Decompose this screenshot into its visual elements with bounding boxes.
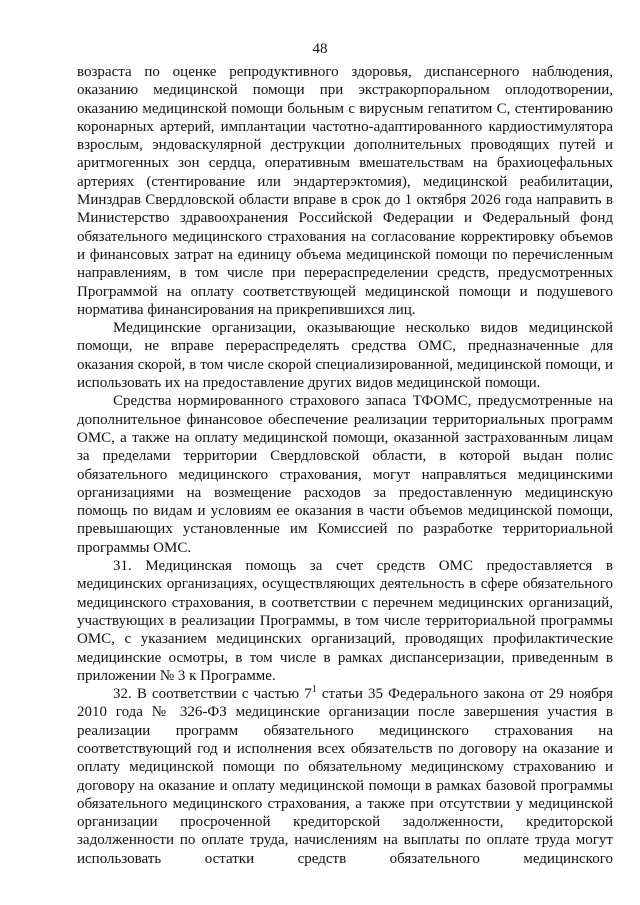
page-number: 48: [312, 41, 328, 57]
document-body: [77, 63, 613, 868]
item-32-superscript: 1: [311, 684, 317, 696]
paragraph-item-31: 31. Медицинская помощь за счет средств ОМС предоставляется в медицинских организациях, осуществляющих деятельность в сфере обязательного медицинского страхования, в соответствии с перечнем медицинских организаций, участвующих в реализации Программы, в том числе территориальной программы ОМС, с указанием медицинских организаций, проводящих профилактические медицинские осмотры, в том числе в рамках диспансеризации, приведенным в приложении № 3 к Программе.: [77, 558, 613, 684]
item-32-text-rest: статьи 35 Федерального закона от 29 ноября 2010 года № 326-ФЗ медицинские организации после завершения участия в реализации программ обязательного медицинского страхования на соответствующий год и исполнения всех обязательств по договору на оказание и оплату медицинской помощи по обязательному медицинскому страхованию и договору на оказание и оплату медицинской помощи в рамках базовой программы обязательного медицинского страхования, а также при отсутствии у медицинской организации просроченной кредиторской задолженности, кредиторской задолженности по оплате труда, начислениям на выплаты по оплате труда могут использовать остатки средств обязательного медицинского: [77, 686, 613, 867]
item-32-text-start: 32. В соответствии с частью 7: [113, 686, 312, 703]
paragraph-continuation: возраста по оценке репродуктивного здоровья, диспансерного наблюдения, оказанию медицинской помощи при экстракорпоральном оплодотворении, оказанию медицинской помощи больным с вирусным гепатитом С, стентированию коронарных артерий, имплантации частотно-адаптированного кардиостимулятора взрослым, эндоваскулярной деструкции дополнительных проводящих путей и аритмогенных зон сердца, оперативным вмешательствам на брахиоцефальных артериях (стентирование или эндартерэктомия), медицинской реабилитации, Минздрав Свердловской области вправе в срок до 1 октября 2026 года направить в Министерство здравоохранения Российской Федерации и Федеральный фонд обязательного медицинского страхования на согласование корректировку объемов и финансовых затрат на единицу объема медицинской помощи по перечисленным направлениям, в том числе при перераспределении средств, предусмотренных Программой на оплату соответствующей медицинской помощи и подушевого норматива финансирования на прикрепившихся лиц.: [77, 64, 613, 318]
paragraph-insurance-reserve: Средства нормированного страхового запаса ТФОМС, предусмотренные на дополнительное финансовое обеспечение реализации территориальных программ ОМС, а также на оплату медицинской помощи, оказанной застрахованным лицам за пределами территории Свердловской области, в которой выдан полис обязательного медицинского страхования, могут направляться медицинскими организациями на возмещение расходов за предоставленную медицинскую помощь по видам и условиям ее оказания в части объемов медицинской помощи, превышающих установленные им Комиссией по разработке территориальной программы ОМС.: [77, 393, 613, 556]
paragraph-ems-funds: Медицинские организации, оказывающие несколько видов медицинской помощи, не вправе перераспределять средства ОМС, предназначенные для оказания скорой, в том числе скорой специализированной, медицинской помощи, и использовать их на предоставление других видов медицинской помощи.: [77, 320, 613, 392]
paragraph-item-32: [77, 685, 613, 868]
